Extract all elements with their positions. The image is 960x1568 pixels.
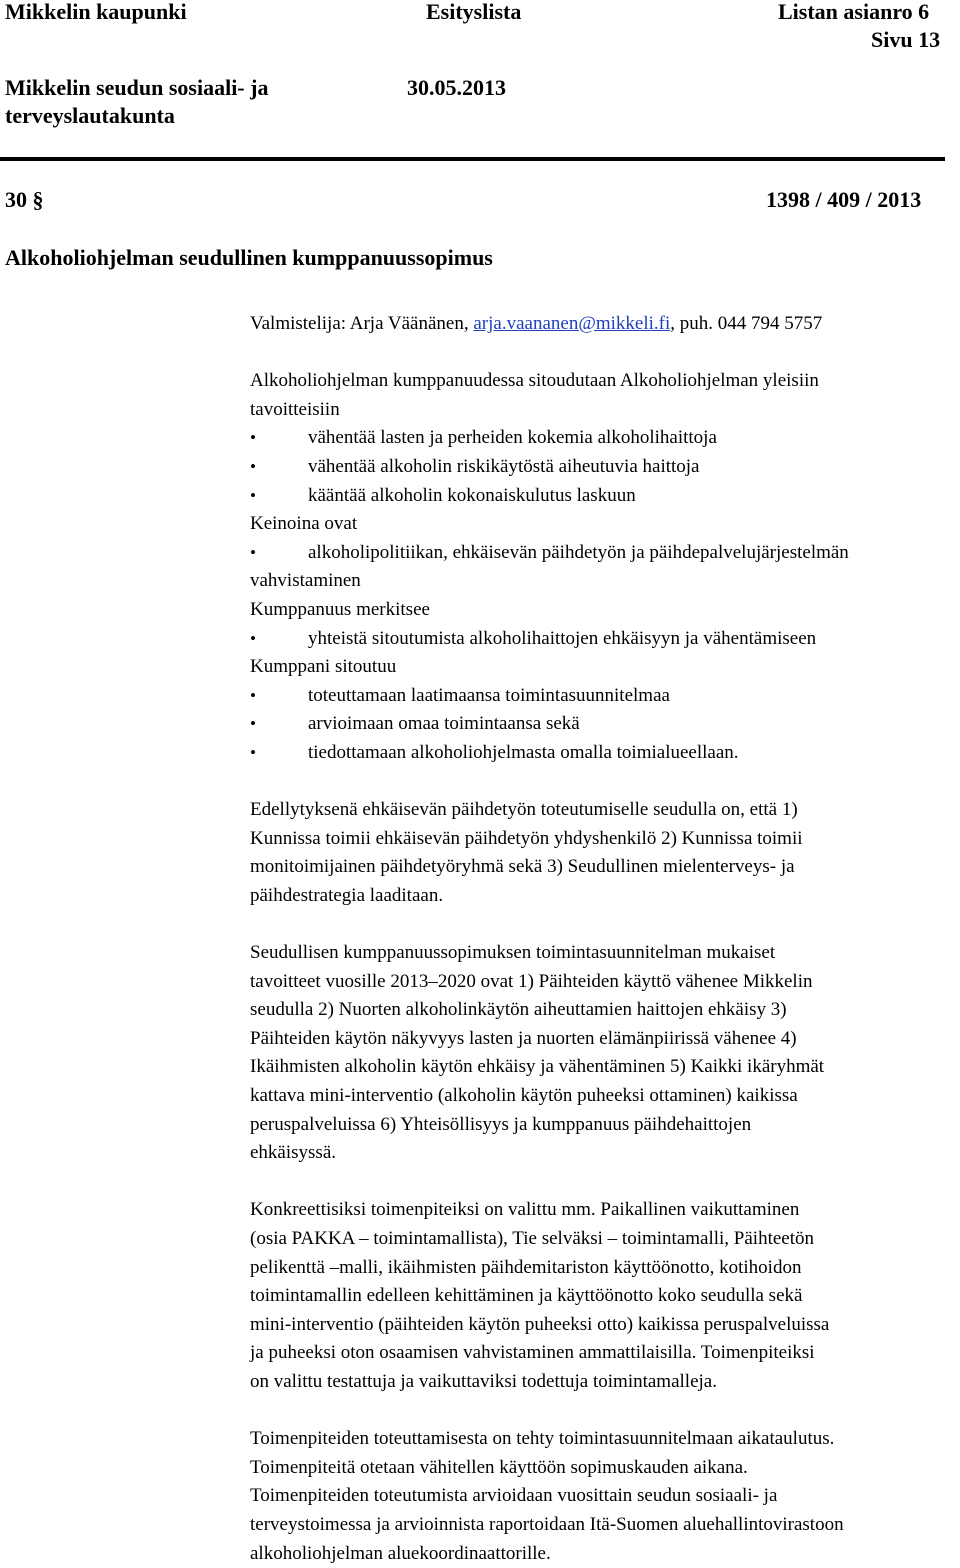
document-type: Esityslista (426, 0, 522, 24)
municipality-name: Mikkelin kaupunki (5, 0, 187, 24)
paragraph-implementation: Toimenpiteiden toteuttamisesta on tehty toimintasuunnitelmaan aikataulutus. Toimenpiteitä otetaan vähitellen käyttöön sopimuskauden aikana. Toimenpiteiden toteutumista arvioidaan vuosittain seudun sosiaali- ja terveystoimessa ja arvioinnista raportoidaan Itä-Suomen aluehallintovirastoon alkoholiohjelman aluekoordinaattorille. (250, 1428, 844, 1564)
list-item: • arvioimaan omaa toimintaansa sekä (250, 710, 955, 739)
committee-name-line1: Mikkelin seudun sosiaali- ja (5, 75, 269, 100)
means-heading: Keinoina ovat (250, 513, 358, 535)
list-item: • vähentää lasten ja perheiden kokemia alkoholihaittoja (250, 424, 955, 453)
list-item: • tiedottamaan alkoholiohjelmasta omalla toimialueellaan. (250, 739, 955, 768)
list-item: • alkoholipolitiikan, ehkäisevän päihdetyön ja päihdepalvelujärjestelmän (250, 539, 955, 568)
list-item: • yhteistä sitoutumista alkoholihaittojen ehkäisyyn ja vähentämiseen (250, 625, 955, 654)
paragraph-prerequisites: Edellytyksenä ehkäisevän päihdetyön toteutumiselle seudulla on, että 1) Kunnissa toimii ehkäisevän päihdetyön yhdyshenkilö 2) Kunnissa toimii monitoimijainen päihdetyöryhmä sekä 3) Seudullinen mielenterveys- ja päihdestrategia laaditaan. (250, 799, 803, 906)
preparer-label: Valmistelija: Arja Väänänen, (250, 313, 469, 334)
commitment-heading: Kumppani sitoutuu (250, 656, 397, 678)
list-item: • kääntää alkoholin kokonaiskulutus laskuun (250, 482, 955, 511)
bullet-icon: • (250, 428, 256, 448)
paragraph-concrete-measures: Konkreettisiksi toimenpiteiksi on valittu mm. Paikallinen vaikuttaminen (osia PAKKA – toimintamallista), Tie selväksi – toimintamalli, Päihteetön pelikenttä –malli, ikäihmisten päihdemitariston käyttöönotto, kotihoidon toimintamallin edelleen kehittäminen ja käyttöönotto koko seudulla sekä mini-interventio (päihteiden käytön puheeksi otto) kaikissa peruspalveluissa ja puheeksi oton osaamisen vahvistaminen ammattilaisilla. Toimenpiteiksi on valittu testattuja ja vaikuttaviksi todettuja toimintamalleja. (250, 1199, 830, 1392)
item-reference: 1398 / 409 / 2013 (766, 187, 922, 212)
bullet-icon: • (250, 485, 256, 505)
list-item: • toteuttamaan laatimaansa toimintasuunnitelmaa (250, 682, 955, 711)
preparer-line (250, 310, 955, 339)
goals-intro-line1: Alkoholiohjelman kumppanuudessa sitoudutaan Alkoholiohjelman yleisiin (250, 370, 819, 392)
item-title: Alkoholiohjelman seudullinen kumppanuussopimus (5, 245, 493, 270)
bullet-icon: • (250, 456, 256, 476)
list-item: • vähentää alkoholin riskikäytöstä aiheutuvia haittoja (250, 453, 955, 482)
bullet-icon: • (250, 628, 256, 648)
bullet-icon: • (250, 685, 256, 705)
meeting-date: 30.05.2013 (407, 75, 506, 100)
paragraph-goals-2013-2020: Seudullisen kumppanuussopimuksen toimintasuunnitelman mukaiset tavoitteet vuosille 2013–2020 ovat 1) Päihteiden käyttö vähenee Mikkelin seudulla 2) Nuorten alkoholinkäytön aiheuttamien haittojen ehkäisy 3) Päihteiden käytön näkyvyys lasten ja nuorten elämänpiirissä vähenee 4) Ikäihmisten alkoholin käytön ehkäisy ja vähentäminen 5) Kaikki ikäryhmät kattava mini-interventio (alkoholin käytön puheeksi ottaminen) kaikissa peruspalveluissa 6) Yhteisöllisyys ja kumppanuus päihdehaittojen ehkäisyssä. (250, 942, 825, 1164)
item-number: 30 § (5, 187, 44, 212)
document-body (250, 310, 955, 1568)
header-divider (0, 157, 945, 161)
partnership-heading: Kumppanuus merkitsee (250, 598, 430, 620)
committee-name-line2: terveyslautakunta (5, 103, 175, 128)
bullet-icon: • (250, 742, 256, 762)
preparer-email-link[interactable]: arja.vaananen@mikkeli.fi (473, 313, 671, 334)
means-continuation: vahvistaminen (250, 570, 361, 592)
preparer-phone: , puh. 044 794 5757 (670, 313, 823, 334)
page-number: Sivu 13 (871, 27, 941, 52)
agenda-item-number: Listan asianro 6 (778, 0, 930, 24)
goals-intro-line2: tavoitteisiin (250, 398, 340, 420)
bullet-icon: • (250, 542, 256, 562)
bullet-icon: • (250, 714, 256, 734)
